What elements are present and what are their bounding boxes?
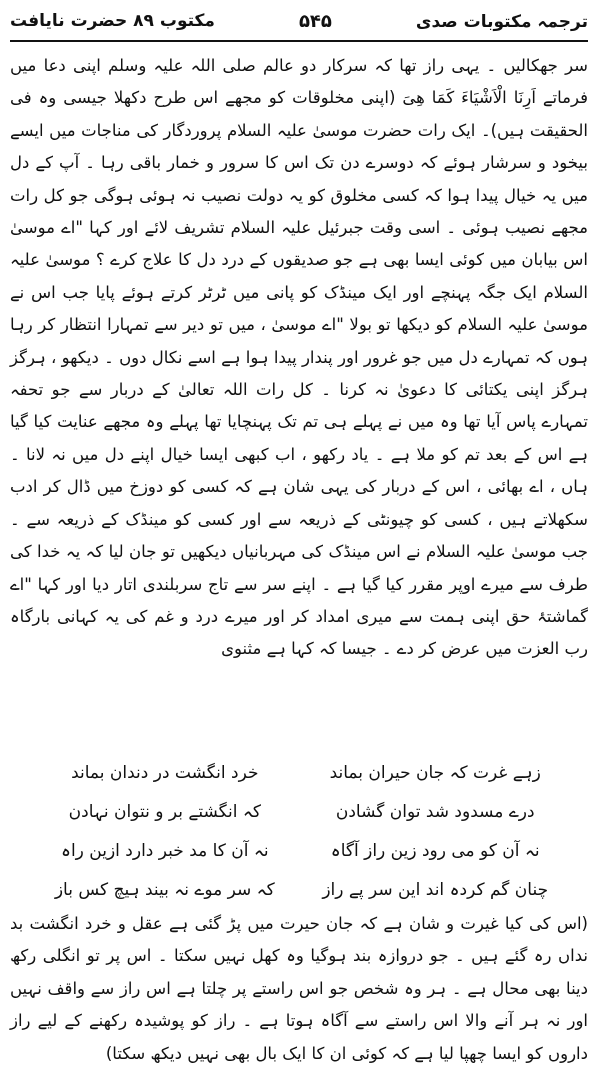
header-divider <box>10 40 588 42</box>
verse-first-hemistich: چنان گم کردہ اند این سر پے راز <box>322 880 549 900</box>
verse-row <box>40 753 560 792</box>
verse-second-hemistich: نہ آن کا مد خبر دارد ازین راہ <box>60 841 269 861</box>
main-text <box>10 50 588 666</box>
verse-second-hemistich: کہ سر موے نہ بیند ہیچ کس باز <box>54 880 275 900</box>
page-number: ۵۴۵ <box>298 10 332 32</box>
verse-row <box>40 792 560 831</box>
verse-second-hemistich: خرد انگشت در دندان بماند <box>71 762 259 783</box>
verse-second-hemistich: کہ انگشتے بر و نتوان نہادن <box>68 802 261 822</box>
verse-first-hemistich: نہ آن کو می رود زین راز آگاہ <box>330 841 540 861</box>
closing-text <box>10 908 588 1070</box>
verse-first-hemistich: زہے غرت کہ جان حیران بماند <box>329 763 541 783</box>
paragraph: (اس کی کیا غیرت و شان ہے کہ جان حیرت میں پڑ گئی ہے عقل و خرد انگشت بد نداں رہ گئے ہیں ۔ جو دروازہ بند ہوگیا وہ کھل نہیں سکتا ۔ اس پر تو انگلی رکھ دینا بھی محال ہے ۔ ہر وہ شخص جو اس راستے پر چلتا ہے اس راز سے واقف نہیں اور نہ ہر آنے والا اس راستے سے آگاہ ہوتا ہے ۔ راز کو پوشیدہ رکھنے کے لیے راز داروں کو ایسا چھپا لیا ہے کہ کوئی ان کا ایک بال بھی نہیں دیکھ سکتا) <box>10 914 588 1063</box>
masnavi-verses <box>40 753 560 909</box>
header-book-title: ترجمہ مکتوبات صدی <box>415 11 588 32</box>
verse-row <box>40 831 560 870</box>
verse-first-hemistich: درے مسدود شد توان گشادن <box>335 802 535 822</box>
header-letter-title: مکتوب ۸۹ حضرت نایافت <box>10 11 215 31</box>
page-header <box>10 6 588 36</box>
verse-row <box>40 870 560 909</box>
paragraph: سر جھکالیں ۔ یہی راز تھا کہ سرکار دو عالم صلی اللہ علیہ وسلم اپنی دعا میں فرماتے اَرِنَا الْاَشْیَاءَ کَمَا ھِیَ (اپنی مخلوقات کو مجھے اس طرح دکھلا جیسی وہ فی الحقیقت ہیں)۔ ایک رات حضرت موسیٰ علیہ السلام پروردگار کی مناجات میں ایسے بیخود و سرشار ہوئے کہ دوسرے دن تک اس کا سرور و خمار باقی رہا ۔ آپ کے دل میں یہ خیال پیدا ہوا کہ کسی مخلوق کو یہ دولت نصیب نہ ہوئی ہوگی جو کل رات مجھے نصیب ہوئی ۔ اسی وقت جبرئیل علیہ السلام تشریف لائے اور کہا "اے موسیٰ اس بیابان میں کوئی ایسا بھی ہے جو صدیقوں کے درد دل کا علاج کرے ؟ موسیٰ علیہ السلام ایک جگہ پہنچے اور ایک مینڈک کو پانی میں ٹرٹر کرتے ہوئے پایا جب اس نے موسیٰ علیہ السلام کو دیکھا تو بولا "اے موسیٰ ، میں تو دیر سے تمہارا انتظار کر رہا ہوں کہ تمہارے دل میں جو غرور اور پندار پیدا ہوا ہے اسے نکال دوں ۔ دیکھو ، ہرگز ہرگز اپنی یکتائی کا دعویٰ نہ کرنا ۔ کل رات اللہ تعالیٰ کے دربار سے جو تحفہ تمہارے پاس آیا تھا وہ میں نے پہلے ہی تم تک پہنچایا تھا پہلے وہ مجھے عنایت کیا گیا ہے اس کے بعد تم کو ملا ہے ۔ یاد رکھو ، اب کبھی ایسا خیال اپنے دل میں نہ لانا ۔ ہاں ، اے بھائی ، اس کے دربار کی یہی شان ہے کہ کسی کو دوزخ میں ڈال کر ادب سکھلاتے ہیں ، کسی کو چیونٹی کے ذریعہ سے اور کسی کو مینڈک کے ذریعہ سے ۔ جب موسیٰ علیہ السلام نے اس مینڈک کی مہربانیاں دیکھیں تو جان لیا کہ یہ خدا کی طرف سے میرے اوپر مقرر کیا گیا ہے ۔ اپنے سر سے تاج سربلندی اتار دیا اور کہا "اے گماشتۂ حق اپنی ہمت سے میری امداد کر اور میرے درد و غم کی یہ کہانی بارگاہ رب العزت میں عرض کر دے ۔ جیسا کہ کہا ہے مثنوی <box>10 56 588 659</box>
